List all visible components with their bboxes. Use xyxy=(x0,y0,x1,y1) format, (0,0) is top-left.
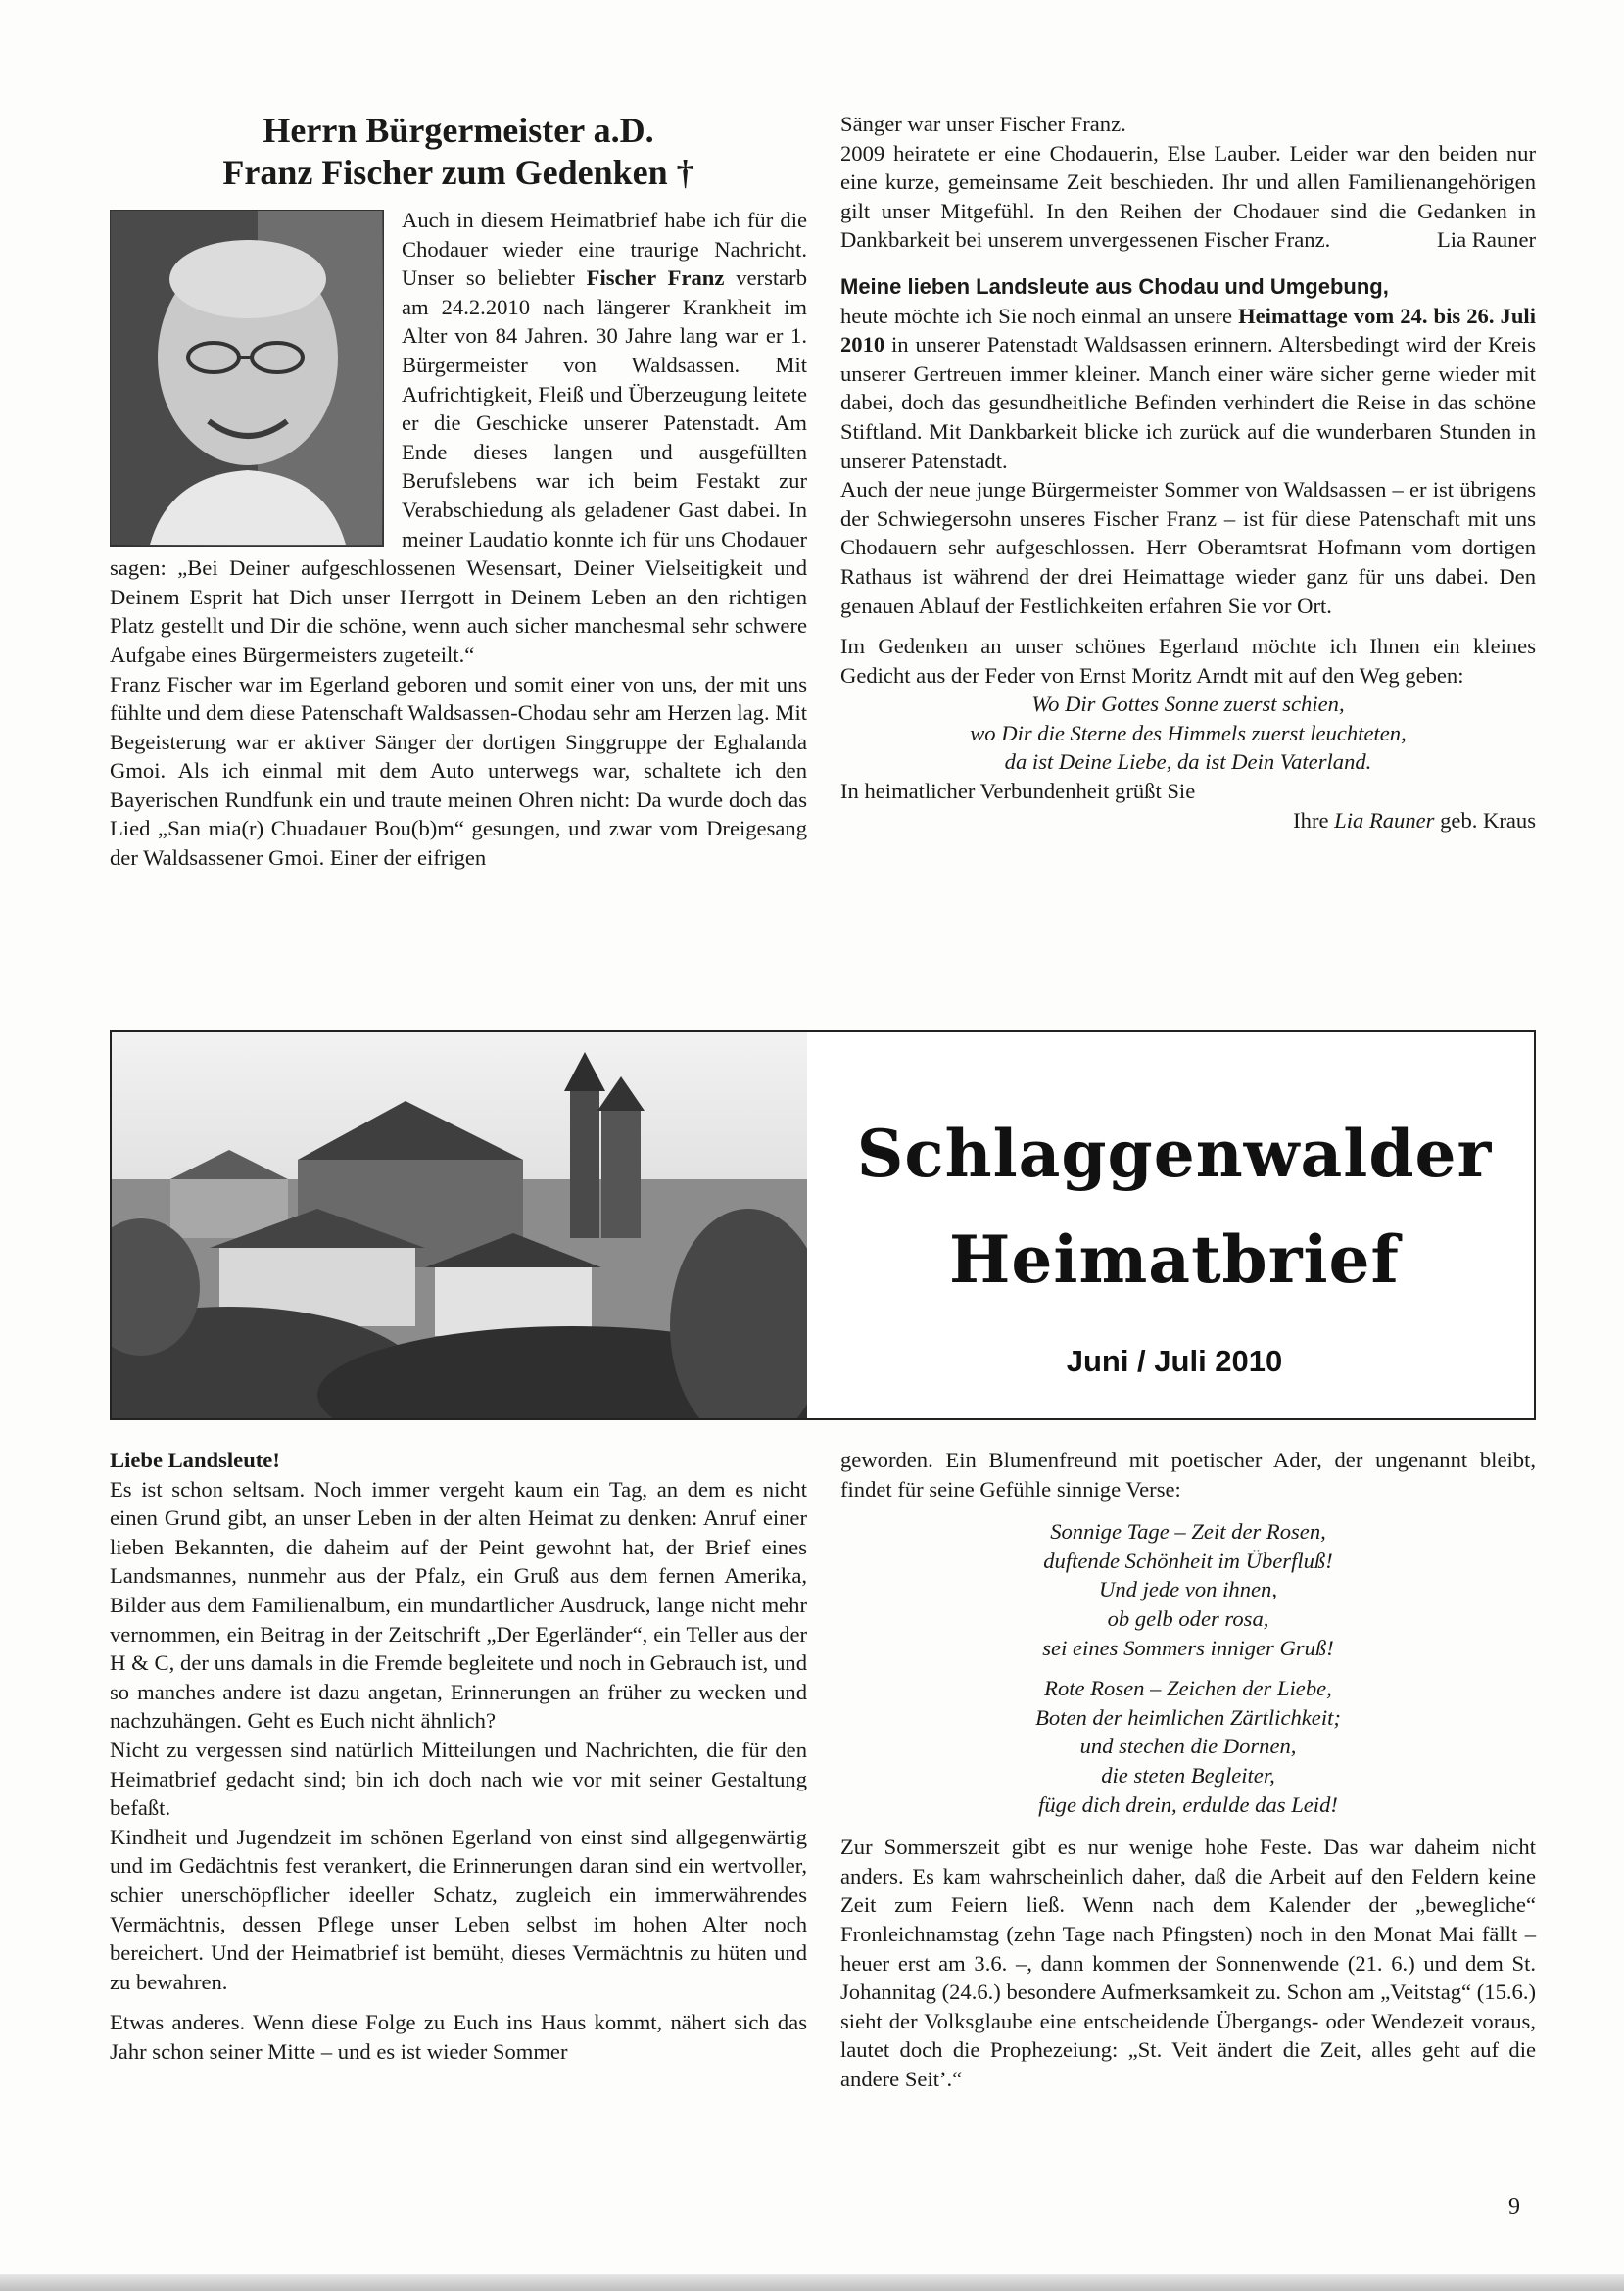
landsleute-paragraph-1: Es ist schon seltsam. Noch immer vergeht kaum ein Tag, an dem es nicht einen Grund gibt, an unser Leben in der alten Heimat zu denken: Anruf einer lieben Bekannten, die daheim auf der Peint gewohnt hat, der Brief eines Landsmannes, nunmehr aus der Pfalz, ein Gruß aus dem fernen Amerika, Bilder aus dem Familienalbum, ein mundartlicher Ausdruck, lange nicht mehr vernommen, ein Beitrag in der Zeitschrift „Der Egerländer“, ein Teller aus der H & C, der uns damals in die Fremde begleitete und noch in Gebrauch ist, und so manches andere ist dazu angetan, Erinnerungen an früher zu wecken und nachzuhängen. Geht es Euch nicht ähnlich? xyxy=(110,1476,807,1734)
poem-line: wo Dir die Sterne des Himmels zuerst leuchteten, xyxy=(970,720,1407,745)
landsleute-paragraph-2: Nicht zu vergessen sind natürlich Mitteilungen und Nachrichten, die für den Heimatbrief gedacht sind; bin ich doch nach wie vor mit seiner Gestaltung befaßt. xyxy=(110,1737,807,1821)
memorial-paragraph-4 xyxy=(840,139,1536,255)
memorial-p1-text-a: Auch in diesem Heimatbrief habe ich für die Chodauer wieder eine traurige Nachricht. Unser so beliebter xyxy=(402,208,807,291)
landsleute-paragraph-5: geworden. Ein Blumenfreund mit poetischer Ader, der ungenannt bleibt, findet für seine Gefühle sinnige Verse: xyxy=(840,1448,1536,1502)
sig-prefix: Ihre xyxy=(1293,807,1335,833)
heimattage-p1-text-b: in unserer Patenstadt Waldsassen erinnern. Altersbedingt wird der Kreis unserer Gertreuen immer kleiner. Manch einer wäre sicher gerne wieder mit dabei, doch das gesundheitliche Befinden verhindert die Reise in das schöne Stiftland. Mit Dankbarkeit blicke ich zurück auf die wunderbaren Stunden in unserer Patenstadt. xyxy=(840,332,1536,473)
poem-line: ob gelb oder rosa, xyxy=(1107,1605,1269,1631)
memorial-title xyxy=(110,110,807,194)
landsleute-paragraph-6: Zur Sommerszeit gibt es nur wenige hohe Feste. Das war daheim nicht anders. Es kam wahrscheinlich daher, daß die Arbeit auf den Feldern keine Zeit zum Feiern ließ. Wenn nach dem Kalender der „bewegliche“ Fronleichnamstag (zehn Tage nach Pfingsten) noch in den Monat Mai fällt – heuer erst am 3.6. –, dann kommen der Sonnenwende (21. 6.) und dem St. Johannitag (24.6.) besondere Aufmerksamkeit zu. Schon am „Veitstag“ (15.6.) sieht der Volksglaube eine entscheidende Übergangs- oder Wendezeit voraus, lautet doch die Prophezeiung: „St. Veit ändert die Zeit, alles geht auf die andere Seit’.“ xyxy=(840,1835,1536,2091)
article-landsleute-left xyxy=(110,1446,807,2066)
heimattage-closing: In heimatlicher Verbundenheit grüßt Sie xyxy=(840,779,1196,804)
landsleute-paragraph-4: Etwas anderes. Wenn diese Folge zu Euch ins Haus kommt, nähert sich das Jahr schon seiner Mitte – und es ist wieder Sommer xyxy=(110,2010,807,2064)
poem-line: sei eines Sommers inniger Gruß! xyxy=(1042,1635,1334,1660)
heimatbrief-title-line1: Schlaggenwalder xyxy=(856,1116,1493,1192)
rose-poem-stanza-1 xyxy=(840,1517,1536,1662)
scan-edge xyxy=(0,2274,1624,2291)
poem-line: duftende Schönheit im Überfluß! xyxy=(1043,1548,1333,1573)
article-landsleute-right xyxy=(840,1446,1536,2093)
poem-line: Wo Dir Gottes Sonne zuerst schien, xyxy=(1031,692,1345,717)
poem-line: füge dich drein, erdulde das Leid! xyxy=(1038,1791,1338,1817)
heimattage-p1-bold: Heimattage vom 24. bis 26. Juli 2010 xyxy=(840,303,1536,358)
town-photo xyxy=(112,1032,807,1418)
heimatbrief-banner xyxy=(110,1030,1536,1420)
town-illustration xyxy=(112,1032,807,1418)
memorial-paragraph-2: Franz Fischer war im Egerland geboren und somit einer von uns, der mit uns fühlte und dem diese Patenschaft Waldsassen-Chodau sehr am Herzen lag. Mit Begeisterung war er aktiver Sänger der dortigen Singgruppe der Eghalanda Gmoi. Als ich einmal mit dem Auto unterwegs war, schaltete ich den Bayerischen Rundfunk ein und traute meinen Ohren nicht: Da wurde doch das Lied „San mia(r) Chuadauer Bou(b)m“ gesungen, und zwar vom Dreigesang der Waldsassener Gmoi. Einer der eifrigen xyxy=(110,671,807,871)
rose-poem-stanza-2 xyxy=(840,1674,1536,1819)
issue-date: Juni / Juli 2010 xyxy=(1066,1344,1283,1378)
heimattage-paragraph-2: Auch der neue junge Bürgermeister Sommer von Waldsassen – er ist übrigens der Schwiegersohn unseres Fischer Franz – ist für diese Patenschaft mit uns Chodauern sehr aufgeschlossen. Herr Oberamtsrat Hofmann vom dortigen Rathaus ist während der drei Heimattage wieder ganz für uns dabei. Den genauen Ablauf der Festlichkeiten erfahren Sie vor Ort. xyxy=(840,477,1536,618)
poem-line: da ist Deine Liebe, da ist Dein Vaterland. xyxy=(1004,749,1372,775)
article-memorial-left xyxy=(110,110,807,873)
memorial-paragraph-3: Sänger war unser Fischer Franz. xyxy=(840,112,1126,136)
landsleute-heading: Liebe Landsleute! xyxy=(110,1448,280,1472)
heimattage-paragraph-3: Im Gedenken an unser schönes Egerland möchte ich Ihnen ein kleines Gedicht aus der Feder von Ernst Moritz Arndt mit auf den Weg geben: xyxy=(840,634,1536,688)
heimattage-heading: Meine lieben Landsleute aus Chodau und Umgebung, xyxy=(840,273,1389,299)
sig-suffix: geb. Kraus xyxy=(1434,807,1536,833)
portrait-photo xyxy=(110,210,384,547)
memorial-p1-text-b: verstarb am 24.2.2010 nach längerer Krankheit im Alter von 84 Jahren. 30 Jahre lang war er 1. Bürgermeister von Waldsassen. Mit Aufrichtigkeit, Fleiß und Überzeugung leitete er die Geschicke unserer Patenstadt. Am Ende dieses langen und ausgefüllten Berufslebens war ich beim Festakt zur Verabschiedung als geladener Gast dabei. In meiner Laudatio konnte ich für uns Chodauer sagen: „Bei Deiner aufgeschlossenen Wesensart, Deiner Vielseitigkeit und Deinem Esprit hat Dich unser Herrgott in Deinem Leben an den richtigen Platz gestellt und Dir die schöne, wenn auch sicher manchesmal sehr schwere Aufgabe eines Bürgermeisters zugeteilt.“ xyxy=(110,265,808,667)
heimatbrief-title-line2: Heimatbrief xyxy=(949,1221,1400,1298)
poem-line: und stechen die Dornen, xyxy=(1079,1734,1297,1759)
poem-line: Boten der heimlichen Zärtlichkeit; xyxy=(1035,1704,1341,1730)
poem-line: die steten Begleiter, xyxy=(1101,1762,1275,1788)
heimattage-paragraph-1 xyxy=(840,302,1536,476)
sig-name: Lia Rauner xyxy=(1334,807,1435,833)
memorial-signature: Lia Rauner xyxy=(1437,227,1536,253)
heimatbrief-title xyxy=(836,1101,1512,1313)
page-number: 9 xyxy=(1508,2194,1520,2219)
poem-line: Und jede von ihnen, xyxy=(1099,1577,1277,1602)
article-memorial-right xyxy=(840,110,1536,835)
memorial-title-line1: Herrn Bürgermeister a.D. xyxy=(263,111,654,150)
memorial-p4-text: 2009 heiratete er eine Chodauerin, Else Lauber. Leider war den beiden nur eine kurze, gemeinsame Zeit beschieden. Ihr und allen Familienangehörigen gilt unser Mitgefühl. In den Reihen der Chodauer sind die Gedanken in Dankbarkeit bei unserem unvergessenen Fischer Franz. xyxy=(840,140,1536,253)
memorial-title-line2: Franz Fischer zum Gedenken † xyxy=(222,153,694,192)
arndt-poem xyxy=(840,690,1536,777)
heimattage-signature xyxy=(840,806,1536,835)
portrait-illustration xyxy=(111,211,382,545)
memorial-p1-bold: Fischer Franz xyxy=(586,265,725,291)
poem-line: Rote Rosen – Zeichen der Liebe, xyxy=(1044,1676,1332,1701)
landsleute-paragraph-3: Kindheit und Jugendzeit im schönen Egerland von einst sind allgegenwärtig und im Gedächtnis fest verankert, die Erinnerungen daran sind ein wertvoller, schier unerschöpflicher ideeller Schatz, zugleich ein immerwährendes Vermächtnis, dessen Pflege unser Leben selbst im hohen Alter noch bereichert. Und der Heimatbrief ist bemüht, dieses Vermächtnis zu hüten und zu bewahren. xyxy=(110,1824,807,1994)
heimattage-p1-text-a: heute möchte ich Sie noch einmal an unsere xyxy=(840,303,1239,328)
poem-line: Sonnige Tage – Zeit der Rosen, xyxy=(1050,1519,1326,1545)
